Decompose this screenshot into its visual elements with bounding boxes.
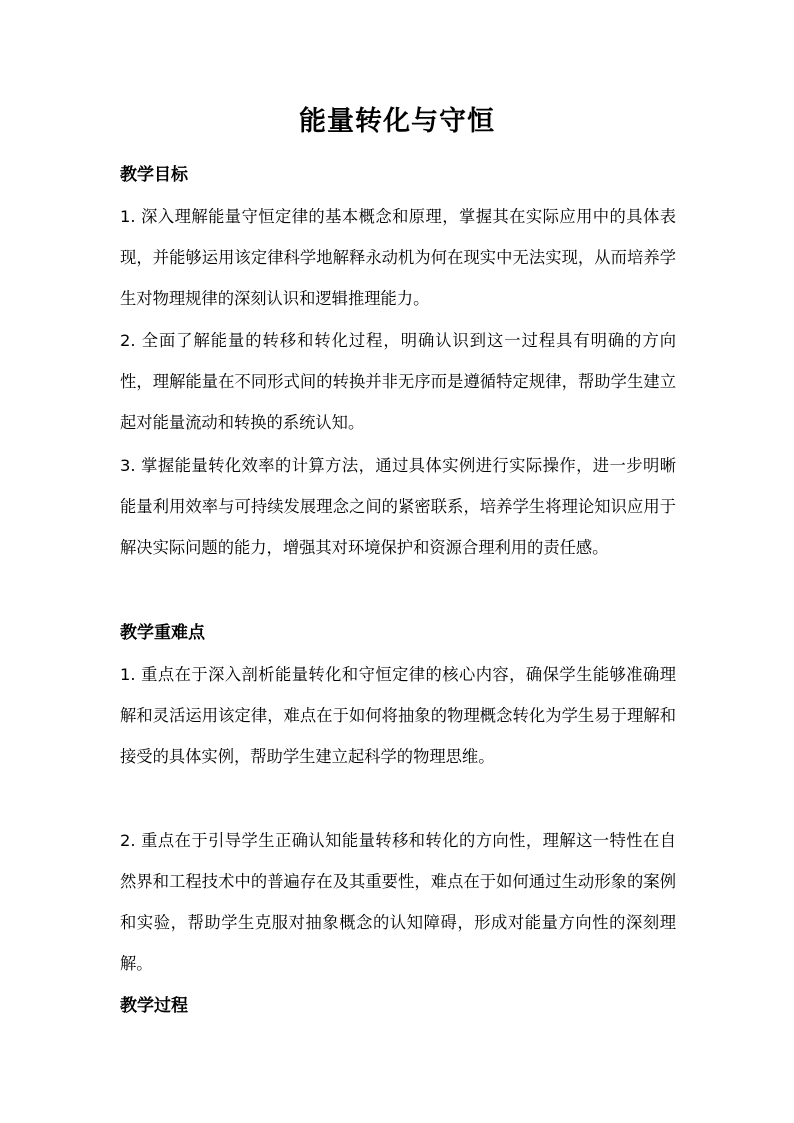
section-heading-teaching-goals: 教学目标 — [120, 165, 188, 185]
goal-paragraph-1: 1. 深入理解能量守恒定律的基本概念和原理，掌握其在实际应用中的具体表现，并能够运用该定律科学地解释永动机为何在现实中无法实现，从而培养学生对物理规律的深刻认识和逻辑推理能力。 — [120, 207, 676, 308]
goal-paragraph-3: 3. 掌握能量转化效率的计算方法，通过具体实例进行实际操作，进一步明晰能量利用效率与可持续发展理念之间的紧密联系，培养学生将理论知识应用于解决实际问题的能力，增强其对环境保护和资源合理利用的责任感。 — [120, 456, 676, 557]
key-paragraph-1: 1. 重点在于深入剖析能量转化和守恒定律的核心内容，确保学生能够准确理解和灵活运用该定律，难点在于如何将抽象的物理概念转化为学生易于理解和接受的具体实例，帮助学生建立起科学的物理思维。 — [120, 665, 676, 766]
section-heading-key-difficulties: 教学重难点 — [120, 623, 205, 643]
key-paragraph-2: 2. 重点在于引导学生正确认知能量转移和转化的方向性，理解这一特性在自然界和工程技术中的普遍存在及其重要性，难点在于如何通过生动形象的案例和实验，帮助学生克服对抽象概念的认知障碍，形成对能量方向性的深刻理解。 — [120, 831, 676, 973]
document-title: 能量转化与守恒 — [299, 106, 495, 137]
section-heading-teaching-process: 教学过程 — [120, 996, 188, 1016]
goal-paragraph-2: 2. 全面了解能量的转移和转化过程，明确认识到这一过程具有明确的方向性，理解能量在不同形式间的转换并非无序而是遵循特定规律，帮助学生建立起对能量流动和转换的系统认知。 — [120, 331, 676, 432]
